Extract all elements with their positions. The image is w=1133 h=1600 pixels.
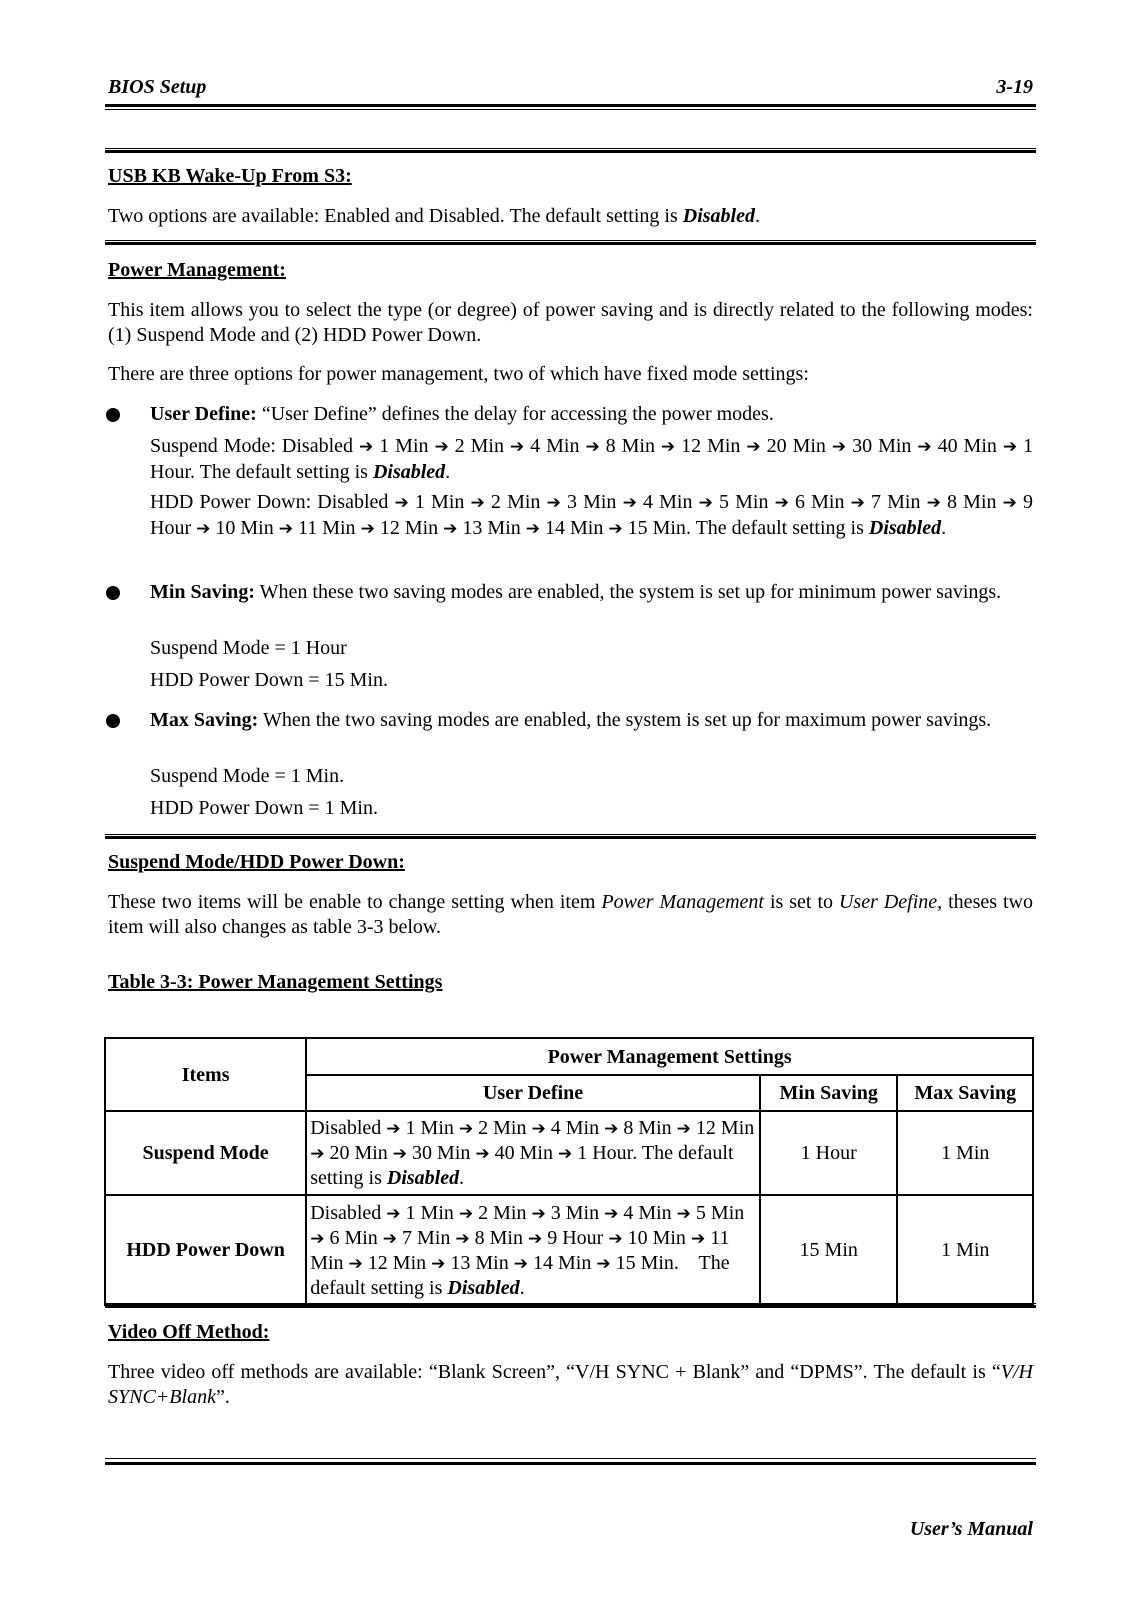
arrow-right-icon: ➔	[557, 1144, 573, 1164]
usb-kb-default: Disabled	[682, 205, 755, 227]
step-value: 40 Min	[489, 1142, 553, 1164]
arrow-right-icon: ➔	[431, 1253, 446, 1274]
max-saving-suspend: Suspend Mode = 1 Min.	[150, 765, 345, 787]
arrow-right-icon: ➔	[386, 1119, 401, 1139]
step-value: 2 Min	[473, 1201, 527, 1224]
suspend-default: Disabled	[372, 461, 446, 483]
user-define-desc: “User Define” defines the delay for accessing the power modes.	[256, 403, 774, 425]
arrow-right-icon: ➔	[394, 493, 409, 513]
row-prefix: Disabled	[310, 1201, 382, 1224]
arrow-right-icon: ➔	[382, 1228, 398, 1249]
step-value: 9 Hour	[150, 491, 1034, 539]
step-value: 11 Min	[292, 517, 356, 539]
arrow-right-icon: ➔	[386, 1203, 401, 1224]
arrow-right-icon: ➔	[831, 437, 847, 457]
arrow-right-icon: ➔	[622, 493, 637, 513]
hdd-suffix: . The default setting is	[685, 517, 869, 539]
suspend-hdd-text	[108, 890, 1033, 940]
min-saving-suspend: Suspend Mode = 1 Hour	[150, 637, 347, 659]
step-value: 40 Min	[931, 435, 997, 457]
video-off-default: V/H SYNC+Blank	[108, 1361, 1033, 1408]
arrow-right-icon: ➔	[546, 493, 561, 513]
arrow-right-icon: ➔	[746, 437, 761, 457]
section-title-usb-kb: USB KB Wake-Up From S3:	[108, 165, 352, 187]
user-define-item	[150, 402, 1033, 427]
table-header-min-saving: Min Saving	[760, 1075, 898, 1111]
suspend-hdd-t2: is set to	[763, 891, 839, 913]
arrow-right-icon: ➔	[604, 1119, 619, 1139]
section-title-video-off: Video Off Method:	[108, 1321, 270, 1343]
step-value: 10 Min	[210, 517, 274, 539]
step-value: 8 Min	[940, 491, 997, 513]
step-value: 15 Min	[610, 1251, 674, 1274]
arrow-right-icon: ➔	[455, 1228, 470, 1249]
step-value: 11 Min	[310, 1226, 730, 1274]
section-divider	[105, 148, 1036, 153]
step-value: 7 Min	[864, 491, 921, 513]
section-divider	[105, 240, 1036, 245]
row-item: Suspend Mode	[105, 1111, 306, 1195]
step-value: 7 Min	[397, 1226, 451, 1249]
step-value: 4 Min	[618, 1201, 672, 1224]
row-user-define: Disabled ➔ 1 Min ➔ 2 Min ➔ 3 Min ➔ 4 Min ➔ 5 Min ➔ 6 Min ➔ 7 Min ➔ 8 Min ➔ 9 Hour ➔ 10 Min ➔ 11 Min ➔ 12 Min ➔ 13 Min ➔ 14 Min ➔ 15 Min. The default setting is Disabled.	[306, 1195, 760, 1305]
power-management-table	[104, 1037, 1034, 1306]
step-value: 12 Min	[690, 1117, 755, 1139]
table-row	[105, 1111, 1033, 1195]
user-define-label: User Define:	[150, 403, 257, 425]
arrow-right-icon: ➔	[360, 519, 375, 539]
min-saving-desc: When these two saving modes are enabled, the system is set up for minimum power savings.	[255, 581, 1002, 603]
row-suffix: . The default setting is	[310, 1251, 735, 1299]
arrow-right-icon: ➔	[1002, 493, 1017, 513]
arrow-right-icon: ➔	[458, 1119, 474, 1139]
arrow-right-icon: ➔	[596, 1253, 611, 1274]
arrow-right-icon: ➔	[690, 1228, 706, 1249]
arrow-right-icon: ➔	[527, 1228, 543, 1249]
min-saving-item	[150, 580, 1033, 605]
arrow-right-icon: ➔	[926, 493, 941, 513]
arrow-right-icon: ➔	[531, 1119, 546, 1139]
row-suffix: . The default setting is	[310, 1142, 734, 1189]
step-value: 5 Min	[690, 1201, 745, 1224]
video-off-end: ”.	[215, 1386, 230, 1408]
arrow-right-icon: ➔	[278, 519, 293, 539]
bullet-icon	[106, 714, 120, 728]
step-value: 1 Min	[400, 1117, 454, 1139]
video-off-desc: Three video off methods are available: “Blank Screen”, “V/H SYNC + Blank” and “DPMS”. The default is “	[108, 1361, 1001, 1383]
step-value: 2 Min	[448, 435, 504, 457]
power-management-options-intro: There are three options for power management, two of which have fixed mode settings:	[108, 363, 809, 385]
section-title-suspend-hdd: Suspend Mode/HDD Power Down:	[108, 851, 405, 873]
user-define-suspend-sequence	[150, 434, 1033, 485]
step-value: 1 Hour	[150, 435, 1034, 483]
step-value: 8 Min	[618, 1117, 672, 1139]
step-value: 30 Min	[407, 1142, 471, 1164]
header-title: BIOS Setup	[108, 76, 207, 98]
video-off-text	[108, 1360, 1033, 1410]
suspend-hdd-t1: These two items will be enable to change setting when item	[108, 891, 602, 913]
suspend-suffix: . The default setting is	[190, 461, 373, 483]
table-header-max-saving: Max Saving	[897, 1075, 1033, 1111]
max-saving-label: Max Saving:	[150, 709, 259, 731]
header-rule-thin	[105, 109, 1036, 110]
hdd-prefix: HDD Power Down: Disabled	[150, 491, 389, 513]
arrow-right-icon: ➔	[509, 437, 525, 457]
step-value: 30 Min	[846, 435, 912, 457]
step-value: 8 Min	[599, 435, 655, 457]
step-value: 6 Min	[788, 491, 845, 513]
row-min-saving: 15 Min	[760, 1195, 898, 1305]
arrow-right-icon: ➔	[698, 493, 713, 513]
arrow-right-icon: ➔	[475, 1144, 490, 1164]
row-prefix: Disabled	[310, 1117, 382, 1139]
bullet-icon	[106, 586, 120, 600]
row-default: Disabled	[386, 1167, 460, 1189]
step-value: 5 Min	[712, 491, 769, 513]
usb-kb-end: .	[754, 205, 760, 227]
arrow-right-icon: ➔	[660, 437, 676, 457]
header-rule	[105, 104, 1036, 107]
usb-kb-text	[108, 204, 1033, 229]
step-value: 15 Min	[622, 517, 686, 539]
step-value: 4 Min	[545, 1117, 600, 1139]
max-saving-desc: When the two saving modes are enabled, the system is set up for maximum power savings.	[258, 709, 992, 731]
arrow-right-icon: ➔	[531, 1203, 546, 1224]
arrow-right-icon: ➔	[434, 437, 449, 457]
table-header-group: Power Management Settings	[306, 1038, 1033, 1075]
table-row	[105, 1195, 1033, 1305]
min-saving-hdd: HDD Power Down = 15 Min.	[150, 669, 388, 691]
row-min-saving: 1 Hour	[760, 1111, 898, 1195]
arrow-right-icon: ➔	[608, 1228, 623, 1249]
step-value: 13 Min	[445, 1251, 509, 1274]
bullet-icon	[106, 408, 120, 422]
step-value: 20 Min	[324, 1142, 388, 1164]
row-max-saving: 1 Min	[897, 1195, 1033, 1305]
table-header-user-define: User Define	[306, 1075, 760, 1111]
usb-kb-desc: Two options are available: Enabled and Disabled. The default setting is	[108, 205, 683, 227]
user-define-hdd-sequence	[150, 490, 1033, 542]
arrow-right-icon: ➔	[585, 437, 600, 457]
step-value: 12 Min	[362, 1251, 427, 1274]
header-page-number: 3-19	[996, 76, 1033, 98]
hdd-end: .	[941, 517, 947, 539]
table-caption: Table 3-3: Power Management Settings	[108, 971, 443, 993]
arrow-right-icon: ➔	[850, 493, 865, 513]
arrow-right-icon: ➔	[604, 1203, 619, 1224]
min-saving-label: Min Saving:	[150, 581, 256, 603]
max-saving-hdd: HDD Power Down = 1 Min.	[150, 797, 378, 819]
step-value: 4 Min	[524, 435, 580, 457]
step-value: 14 Min	[540, 517, 604, 539]
step-value: 14 Min	[527, 1251, 592, 1274]
row-default: Disabled	[447, 1276, 520, 1299]
step-value: 12 Min	[374, 517, 439, 539]
arrow-right-icon: ➔	[774, 493, 789, 513]
footer-rule-thin	[105, 1458, 1036, 1459]
hdd-default: Disabled	[868, 517, 942, 539]
step-value: 20 Min	[760, 435, 826, 457]
table-header-items: Items	[105, 1038, 306, 1111]
arrow-right-icon: ➔	[196, 519, 211, 539]
arrow-right-icon: ➔	[525, 519, 540, 539]
suspend-end: .	[445, 461, 451, 483]
arrow-right-icon: ➔	[443, 519, 458, 539]
step-value: 9 Hour	[542, 1226, 604, 1249]
arrow-right-icon: ➔	[917, 437, 932, 457]
arrow-right-icon: ➔	[458, 1203, 474, 1224]
arrow-right-icon: ➔	[676, 1119, 691, 1139]
step-value: 6 Min	[324, 1226, 378, 1249]
step-value: 3 Min	[560, 491, 617, 513]
arrow-right-icon: ➔	[310, 1228, 325, 1249]
arrow-right-icon: ➔	[310, 1144, 325, 1164]
arrow-right-icon: ➔	[348, 1253, 363, 1274]
arrow-right-icon: ➔	[513, 1253, 528, 1274]
arrow-right-icon: ➔	[608, 519, 623, 539]
footer-title: User’s Manual	[909, 1518, 1033, 1540]
row-user-define: Disabled ➔ 1 Min ➔ 2 Min ➔ 4 Min ➔ 8 Min ➔ 12 Min ➔ 20 Min ➔ 30 Min ➔ 40 Min ➔ 1 Hour. The default setting is Disabled.	[306, 1111, 760, 1195]
step-value: 4 Min	[636, 491, 693, 513]
step-value: 3 Min	[545, 1201, 600, 1224]
step-value: 1 Min	[400, 1201, 454, 1224]
section-divider	[105, 834, 1036, 839]
arrow-right-icon: ➔	[392, 1144, 408, 1164]
suspend-hdd-i2: User Define,	[838, 891, 943, 913]
arrow-right-icon: ➔	[676, 1203, 691, 1224]
step-value: 2 Min	[473, 1117, 527, 1139]
arrow-right-icon: ➔	[1002, 437, 1018, 457]
section-title-power-management: Power Management:	[108, 259, 286, 281]
row-item: HDD Power Down	[105, 1195, 306, 1305]
arrow-right-icon: ➔	[470, 493, 485, 513]
step-value: 1 Min	[408, 491, 465, 513]
step-value: 1 Hour	[572, 1142, 633, 1164]
step-value: 2 Min	[484, 491, 541, 513]
step-value: 13 Min	[457, 517, 521, 539]
max-saving-item	[150, 708, 1033, 733]
suspend-prefix: Suspend Mode: Disabled	[150, 435, 354, 457]
footer-rule	[105, 1462, 1036, 1465]
step-value: 8 Min	[469, 1226, 523, 1249]
power-management-intro: This item allows you to select the type (or degree) of power saving and is directly related to the following modes: (1) Suspend Mode and (2) HDD Power Down.	[108, 299, 1033, 346]
arrow-right-icon: ➔	[358, 437, 374, 457]
suspend-hdd-t3: theses two item will also changes as table 3-3 below.	[108, 891, 1033, 938]
suspend-hdd-i1: Power Management	[601, 891, 764, 913]
row-max-saving: 1 Min	[897, 1111, 1033, 1195]
page-header	[108, 76, 1033, 104]
step-value: 12 Min	[675, 435, 741, 457]
step-value: 1 Min	[373, 435, 429, 457]
section-divider	[105, 1303, 1036, 1308]
step-value: 10 Min	[622, 1226, 686, 1249]
